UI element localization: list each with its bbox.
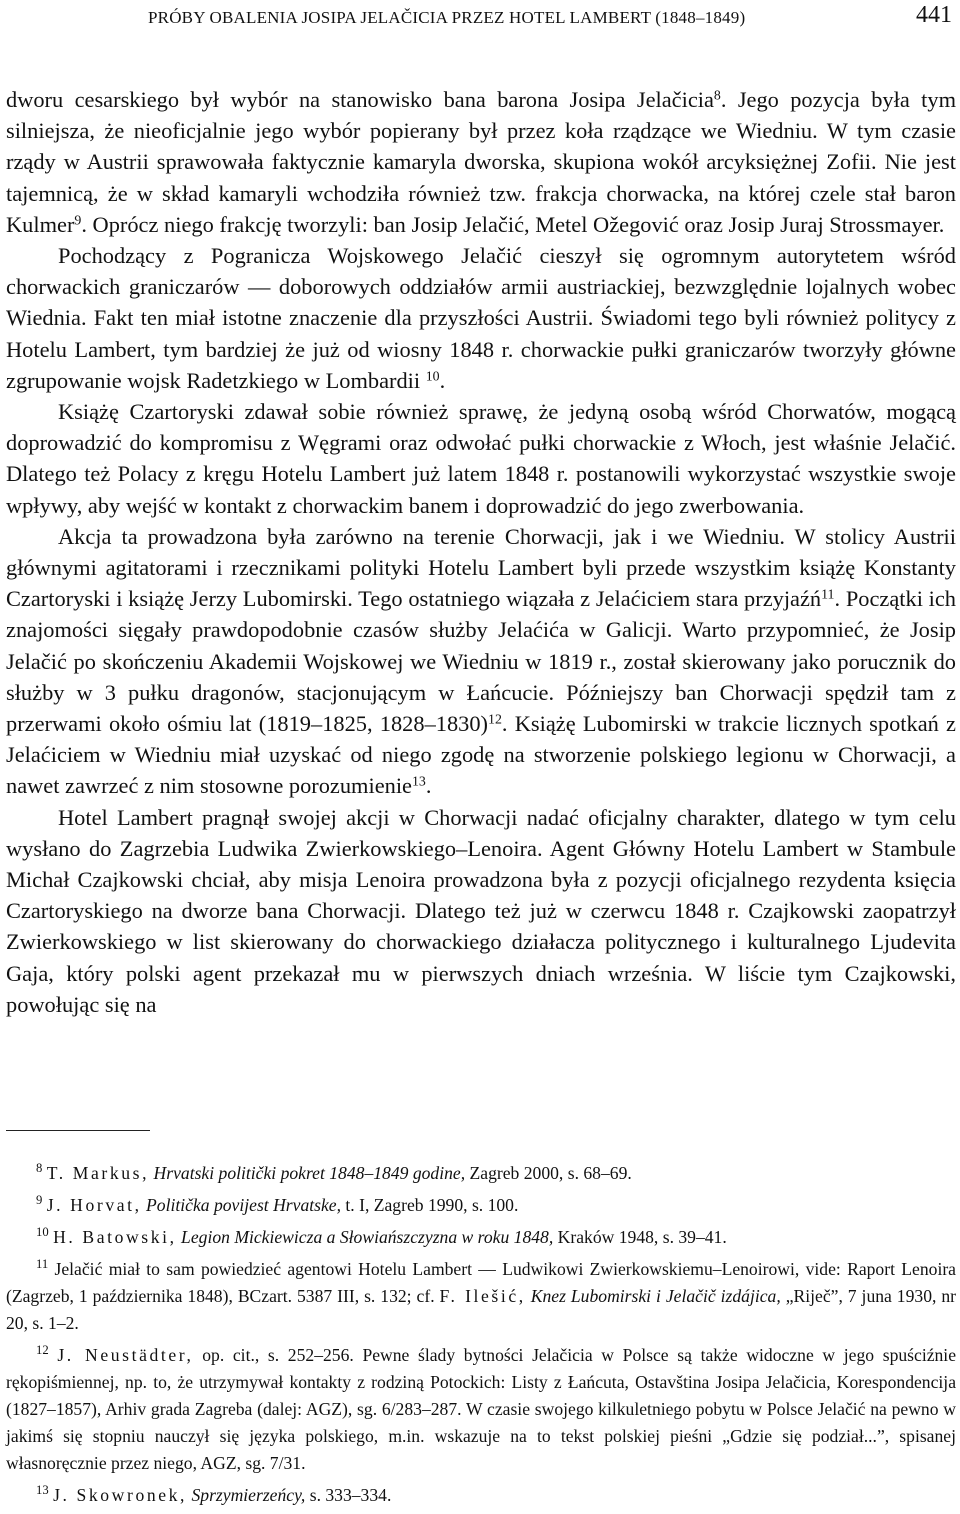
footnote-title: Legion Mickiewicza a Słowiańszczyzna w roku 1848, (181, 1227, 554, 1247)
footnote-rest: s. 333–334. (309, 1485, 392, 1505)
paragraph-5: Hotel Lambert pragnął swojej akcji w Chorwacji nadać oficjalny charakter, dlatego w tym celu wysłano do Zagrzebia Ludwika Zwierkowskiego–Lenoira. Agent Główny Hotelu Lambert w Stambule Michał Czajkowski chciał, aby misja Lenoira prowadzona była z pozycji oficjalnego rezydenta księcia Czartoryskiego na dworze bana Chorwacji. Dlatego też już w czerwcu 1848 r. Czajkowski zaopatrzył Zwierkowskiego w list skierowany do chorwackiego działacza politycznego i kulturalnego Ljudevita Gaja, który polski agent przekazał mu w pierwszych dniach września. W liście tym Czajkowski, powołując się na (6, 804, 956, 1017)
paragraph-1 (6, 84, 956, 240)
footnote-rest: Kraków 1948, s. 39–41. (557, 1227, 727, 1247)
footnote-author: J. Skowronek, (53, 1485, 188, 1505)
paragraph-4-text-c: . Książę Lubomirski w trakcie licznych spotkań z Jelaćiciem w Wiedniu miał uzyskać od niego zgodę na stworzenie polskiego legionu w Chorwacji, a nawet zawrzeć z nim stosowne porozumienie (6, 711, 956, 799)
footnote-separator (6, 1130, 150, 1131)
paragraph-4-text-b: . Początki ich znajomości sięgały prawdopodobnie czasów służby Jelaćića w Galicji. Warto przypomnieć, że Josip Jelačić po skończeniu Akademii Wojskowej we Wiedniu w 1819 r., został skierowany jako porucznik do służby w 3 pułku dragonów, stacjonującym w Łańcucie. Późniejszy ban Chorwacji spędził tam z przerwami około ośmiu lat (1819–1825, 1828–1830) (6, 586, 956, 737)
footnote-ref-11[interactable]: 11 (821, 587, 835, 603)
footnote-author: H. Batowski, (53, 1227, 177, 1247)
footnote-number: 13 (36, 1483, 49, 1498)
footnote-ref-12[interactable]: 12 (488, 712, 502, 728)
footnote-ref-8[interactable]: 8 (713, 88, 721, 104)
footnote-rest: „Riječ”, 7 juna 1930, nr 20, s. 1–2. (6, 1286, 957, 1333)
paragraph-2 (6, 240, 956, 396)
footnote-author: F. Ilešić, (439, 1286, 526, 1306)
paragraph-2-text-b: . (439, 367, 446, 393)
paragraph-4 (6, 521, 956, 802)
footnote-title: Sprzymierzeńcy, (191, 1485, 306, 1505)
paragraph-1-text-b: . Jego pozycja była tym silniejsza, że nieoficjalnie jego wybór popierany był przez koła rządzące we Wiedniu. W tym czasie rządy w Austrii sprawowała faktycznie kamaryla dworska, skupiona wokół arcyksiężnej Zofii. Nie jest tajemnicą, że w skład kamaryli wchodziła również tzw. frakcja chorwacka, na której czele stał baron Kulmer (6, 87, 956, 237)
footnote-11 (6, 1256, 956, 1337)
footnote-rest: Zagreb 2000, s. 68–69. (469, 1163, 632, 1183)
footnote-rest: t. I, Zagreb 1990, s. 100. (345, 1195, 519, 1215)
main-text (6, 84, 956, 1020)
footnote-10 (6, 1224, 956, 1251)
footnote-title: Knez Lubomirski i Jelačič izdájica, (530, 1286, 781, 1306)
footnote-13 (6, 1482, 956, 1509)
page-number: 441 (916, 2, 952, 28)
footnote-ref-13[interactable]: 13 (411, 774, 426, 790)
footnote-title: Hrvatski politički pokret 1848–1849 godine, (153, 1163, 466, 1183)
footnote-8 (6, 1160, 956, 1187)
paragraph-2-text-a: Pochodzący z Pogranicza Wojskowego Jelačić cieszył się ogromnym autorytetem wśród chorwackich graniczarów — doborowych oddziałów armii austriackiej, bezwzględnie lojalnych wobec Wiednia. Fakt ten miał istotne znaczenie dla przyszłości Austrii. Świadomi tego byli również politycy z Hotelu Lambert, tym bardziej że już od wiosny 1848 r. chorwackie pułki graniczarów tworzyły główne zgrupowanie wojsk Radetzkiego w Lombardii (6, 243, 956, 393)
footnote-author: T. Markus, (46, 1163, 150, 1183)
footnote-text: Jelačić miał to sam powiedzieć agentowi Hotelu Lambert — Ludwikowi Zwierkowskiemu–Lenoirowi, vide: Raport Lenoira (Zagrzeb, 1 października 1848), BCzart. 5387 III, s. 132; cf. (6, 1259, 956, 1306)
paragraph-3: Książę Czartoryski zdawał sobie również sprawę, że jedyną osobą wśród Chorwatów, mogącą doprowadzić do kompromisu z Węgrami oraz odwołać pułki chorwackie z Włoch, jest właśnie Jelačić. Dlatego też Polacy z kręgu Hotelu Lambert już latem 1848 r. postanowili wykorzystać wszystkie swoje wpływy, aby wejść w kontakt z chorwackim banem i doprowadzić do jego zwerbowania. (6, 399, 956, 518)
footnote-number: 12 (36, 1343, 49, 1358)
running-header (148, 4, 952, 32)
running-title: PRÓBY OBALENIA JOSIPA JELAČICIA PRZEZ HOTEL LAMBERT (1848–1849) (148, 8, 746, 27)
footnote-number: 10 (36, 1225, 49, 1240)
footnote-number: 9 (36, 1193, 43, 1208)
footnote-author: J. Horvat, (46, 1195, 142, 1215)
footnote-12 (6, 1342, 956, 1477)
footnote-ref-9[interactable]: 9 (74, 213, 82, 229)
footnote-9 (6, 1192, 956, 1219)
paragraph-4-text-a: Akcja ta prowadzona była zarówno na terenie Chorwacji, jak i we Wiedniu. W stolicy Austrii głównymi agitatorami i rzecznikami polityki Hotelu Lambert byli przede wszystkim książę Konstanty Czartoryski i książę Jerzy Lubomirski. Tego ostatniego wiązała z Jelaćiciem stara przyjaźń (6, 523, 956, 612)
footnote-author: J. Neustädter, (57, 1345, 194, 1365)
footnotes (6, 1160, 956, 1514)
footnote-ref-10[interactable]: 10 (425, 369, 440, 385)
footnote-title: Politička povijest Hrvatske, (146, 1195, 341, 1215)
paragraph-1-text-a: dworu cesarskiego był wybór na stanowisko bana barona Josipa Jelačicia (6, 87, 714, 112)
paragraph-4-text-d: . (425, 773, 432, 799)
footnote-number: 11 (36, 1257, 49, 1272)
footnote-number: 8 (36, 1161, 43, 1176)
paragraph-1-text-c: . Oprócz niego frakcję tworzyli: ban Josip Jelačić, Metel Ožegović oraz Josip Juraj Strossmayer. (81, 211, 945, 237)
footnote-rest: op. cit., s. 252–256. Pewne ślady bytności Jelačicia w Polsce są także widoczne w jego spuściźnie rękopiśmiennej, np. to, że utrzymywał kontakty z rodziną Potockich: Listy z Łańcuta, Ostavština Josipa Jelačicia, Korespondencija (1827–1857), Arhiv grada Zagreba (dalej: AGZ), sg. 6/283–287. W czasie swojego kilkuletniego pobytu w Polsce Jelačić na pewno w jakimś się stopniu nauczył się języka polskiego, m.in. wskazuje na to tekst polskiej pieśni „Gdzie się podział...”, spisanej własnoręcznie przez niego, AGZ, sg. 7/31. (6, 1345, 957, 1473)
